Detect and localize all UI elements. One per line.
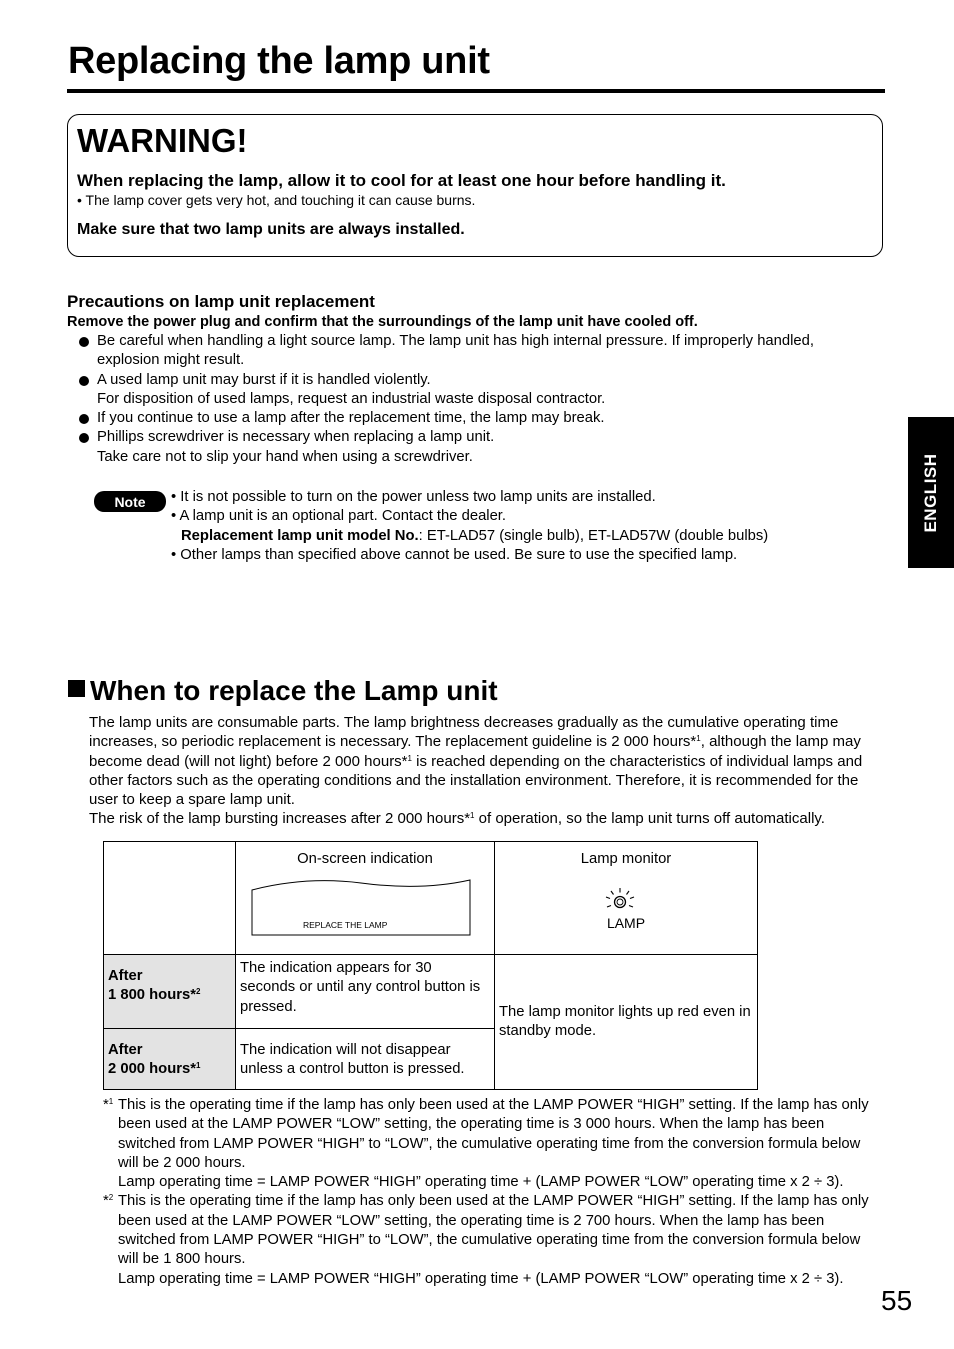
row-label-1800: After 1 800 hours*$^2$ bbox=[104, 955, 236, 1029]
list-item: Be careful when handling a light source lamp. The lamp unit has high internal pressure. If improperly handled, explosion might result. bbox=[79, 332, 879, 371]
section-body: The lamp units are consumable parts. The lamp brightness decreases gradually as the cumulative operating time increases, so periodic replacement is necessary. The replacement guideline is 2 000 hours*$^1$, although the lamp may become dead (will not light) before 2 000 hours*$^1$ is reached depending on the characteristics of individual lamps and other factors such as the operating conditions and the installation environment. Therefore, it is recommended for the user to keep a spare lamp unit. The risk of the lamp bursting increases after 2 000 hours*$^1$ of operation, so the lamp unit turns off automatically. bbox=[89, 714, 863, 828]
lamp-table bbox=[103, 841, 758, 1090]
note-badge: Note bbox=[94, 491, 166, 512]
bullet-icon bbox=[79, 414, 89, 424]
page-title: Replacing the lamp unit bbox=[68, 40, 490, 82]
note-text: • It is not possible to turn on the power unless two lamp units are installed. • A lamp unit is an optional part. Contact the dealer. Replacement lamp unit model No.: ET-LAD57 (single bulb), ET-LAD57W (double bulbs) • Other lamps than specified above cannot be used. Be sure to use the specified lamp. bbox=[171, 489, 769, 564]
precautions-list bbox=[79, 332, 879, 467]
footnote-2: *$^2$ This is the operating time if the lamp has only been used at the LAMP POWER “HIGH” setting. If the lamp has only been used at the LAMP POWER “LOW” setting, the operating time is 2 700 hours. When the lamp has been switched from LAMP POWER “HIGH” to “LOW”, the cumulative operating time from the conversion formula below will be 1 800 hours. Lamp operating time = LAMP POWER “HIGH” operating time + (LAMP POWER “LOW” operating time x 2 ÷ 3). bbox=[103, 1193, 869, 1287]
screen-indication-icon bbox=[251, 878, 473, 936]
col-onscreen: On-screen indication REPLACE THE LAMP bbox=[236, 842, 495, 955]
list-item: Phillips screwdriver is necessary when replacing a lamp unit. Take care not to slip your hand when using a screwdriver. bbox=[79, 428, 879, 467]
bullet-icon bbox=[79, 433, 89, 443]
lamp-label: LAMP bbox=[606, 915, 646, 931]
bullet-icon bbox=[79, 376, 89, 386]
row-text-2000: The indication will not disappear unless a control button is pressed. bbox=[236, 1028, 495, 1089]
list-item: A used lamp unit may burst if it is handled violently. For disposition of used lamps, request an industrial waste disposal contractor. bbox=[79, 371, 879, 410]
row-label-2000: After 2 000 hours*$^1$ bbox=[104, 1028, 236, 1089]
precautions-subheading: Remove the power plug and confirm that the surroundings of the lamp unit have cooled off. bbox=[67, 314, 698, 330]
square-bullet-icon bbox=[68, 680, 85, 697]
col-monitor: Lamp monitor LAMP bbox=[495, 842, 758, 955]
bullet-icon bbox=[79, 337, 89, 347]
language-tab: ENGLISH bbox=[908, 417, 954, 568]
row-text-1800: The indication appears for 30 seconds or until any control button is pressed. bbox=[236, 955, 495, 1029]
screen-message: REPLACE THE LAMP bbox=[303, 920, 388, 930]
warning-line-two-units: Make sure that two lamp units are always installed. bbox=[77, 221, 465, 238]
precautions-heading: Precautions on lamp unit replacement bbox=[67, 292, 375, 311]
warning-title: WARNING! bbox=[77, 122, 248, 159]
section-heading: When to replace the Lamp unit bbox=[68, 676, 498, 707]
warning-line-burns: • The lamp cover gets very hot, and touching it can cause burns. bbox=[77, 192, 476, 208]
footnotes bbox=[103, 1096, 883, 1289]
list-item: If you continue to use a lamp after the replacement time, the lamp may break. bbox=[79, 409, 879, 428]
footnote-1: *$^1$ This is the operating time if the lamp has only been used at the LAMP POWER “HIGH” setting. If the lamp has only been used at the LAMP POWER “LOW” setting, the operating time is 3 000 hours. When the lamp has been switched from LAMP POWER “HIGH” to “LOW”, the cumulative operating time from the conversion formula below will be 2 000 hours. Lamp operating time = LAMP POWER “HIGH” operating time + (LAMP POWER “LOW” operating time x 2 ÷ 3). bbox=[103, 1097, 869, 1191]
monitor-text: The lamp monitor lights up red even in standby mode. bbox=[495, 955, 758, 1090]
title-rule bbox=[67, 89, 885, 93]
page-number: 55 bbox=[881, 1285, 913, 1316]
warning-box bbox=[67, 114, 883, 257]
warning-line-cool: When replacing the lamp, allow it to cool for at least one hour before handling it. bbox=[77, 171, 726, 190]
